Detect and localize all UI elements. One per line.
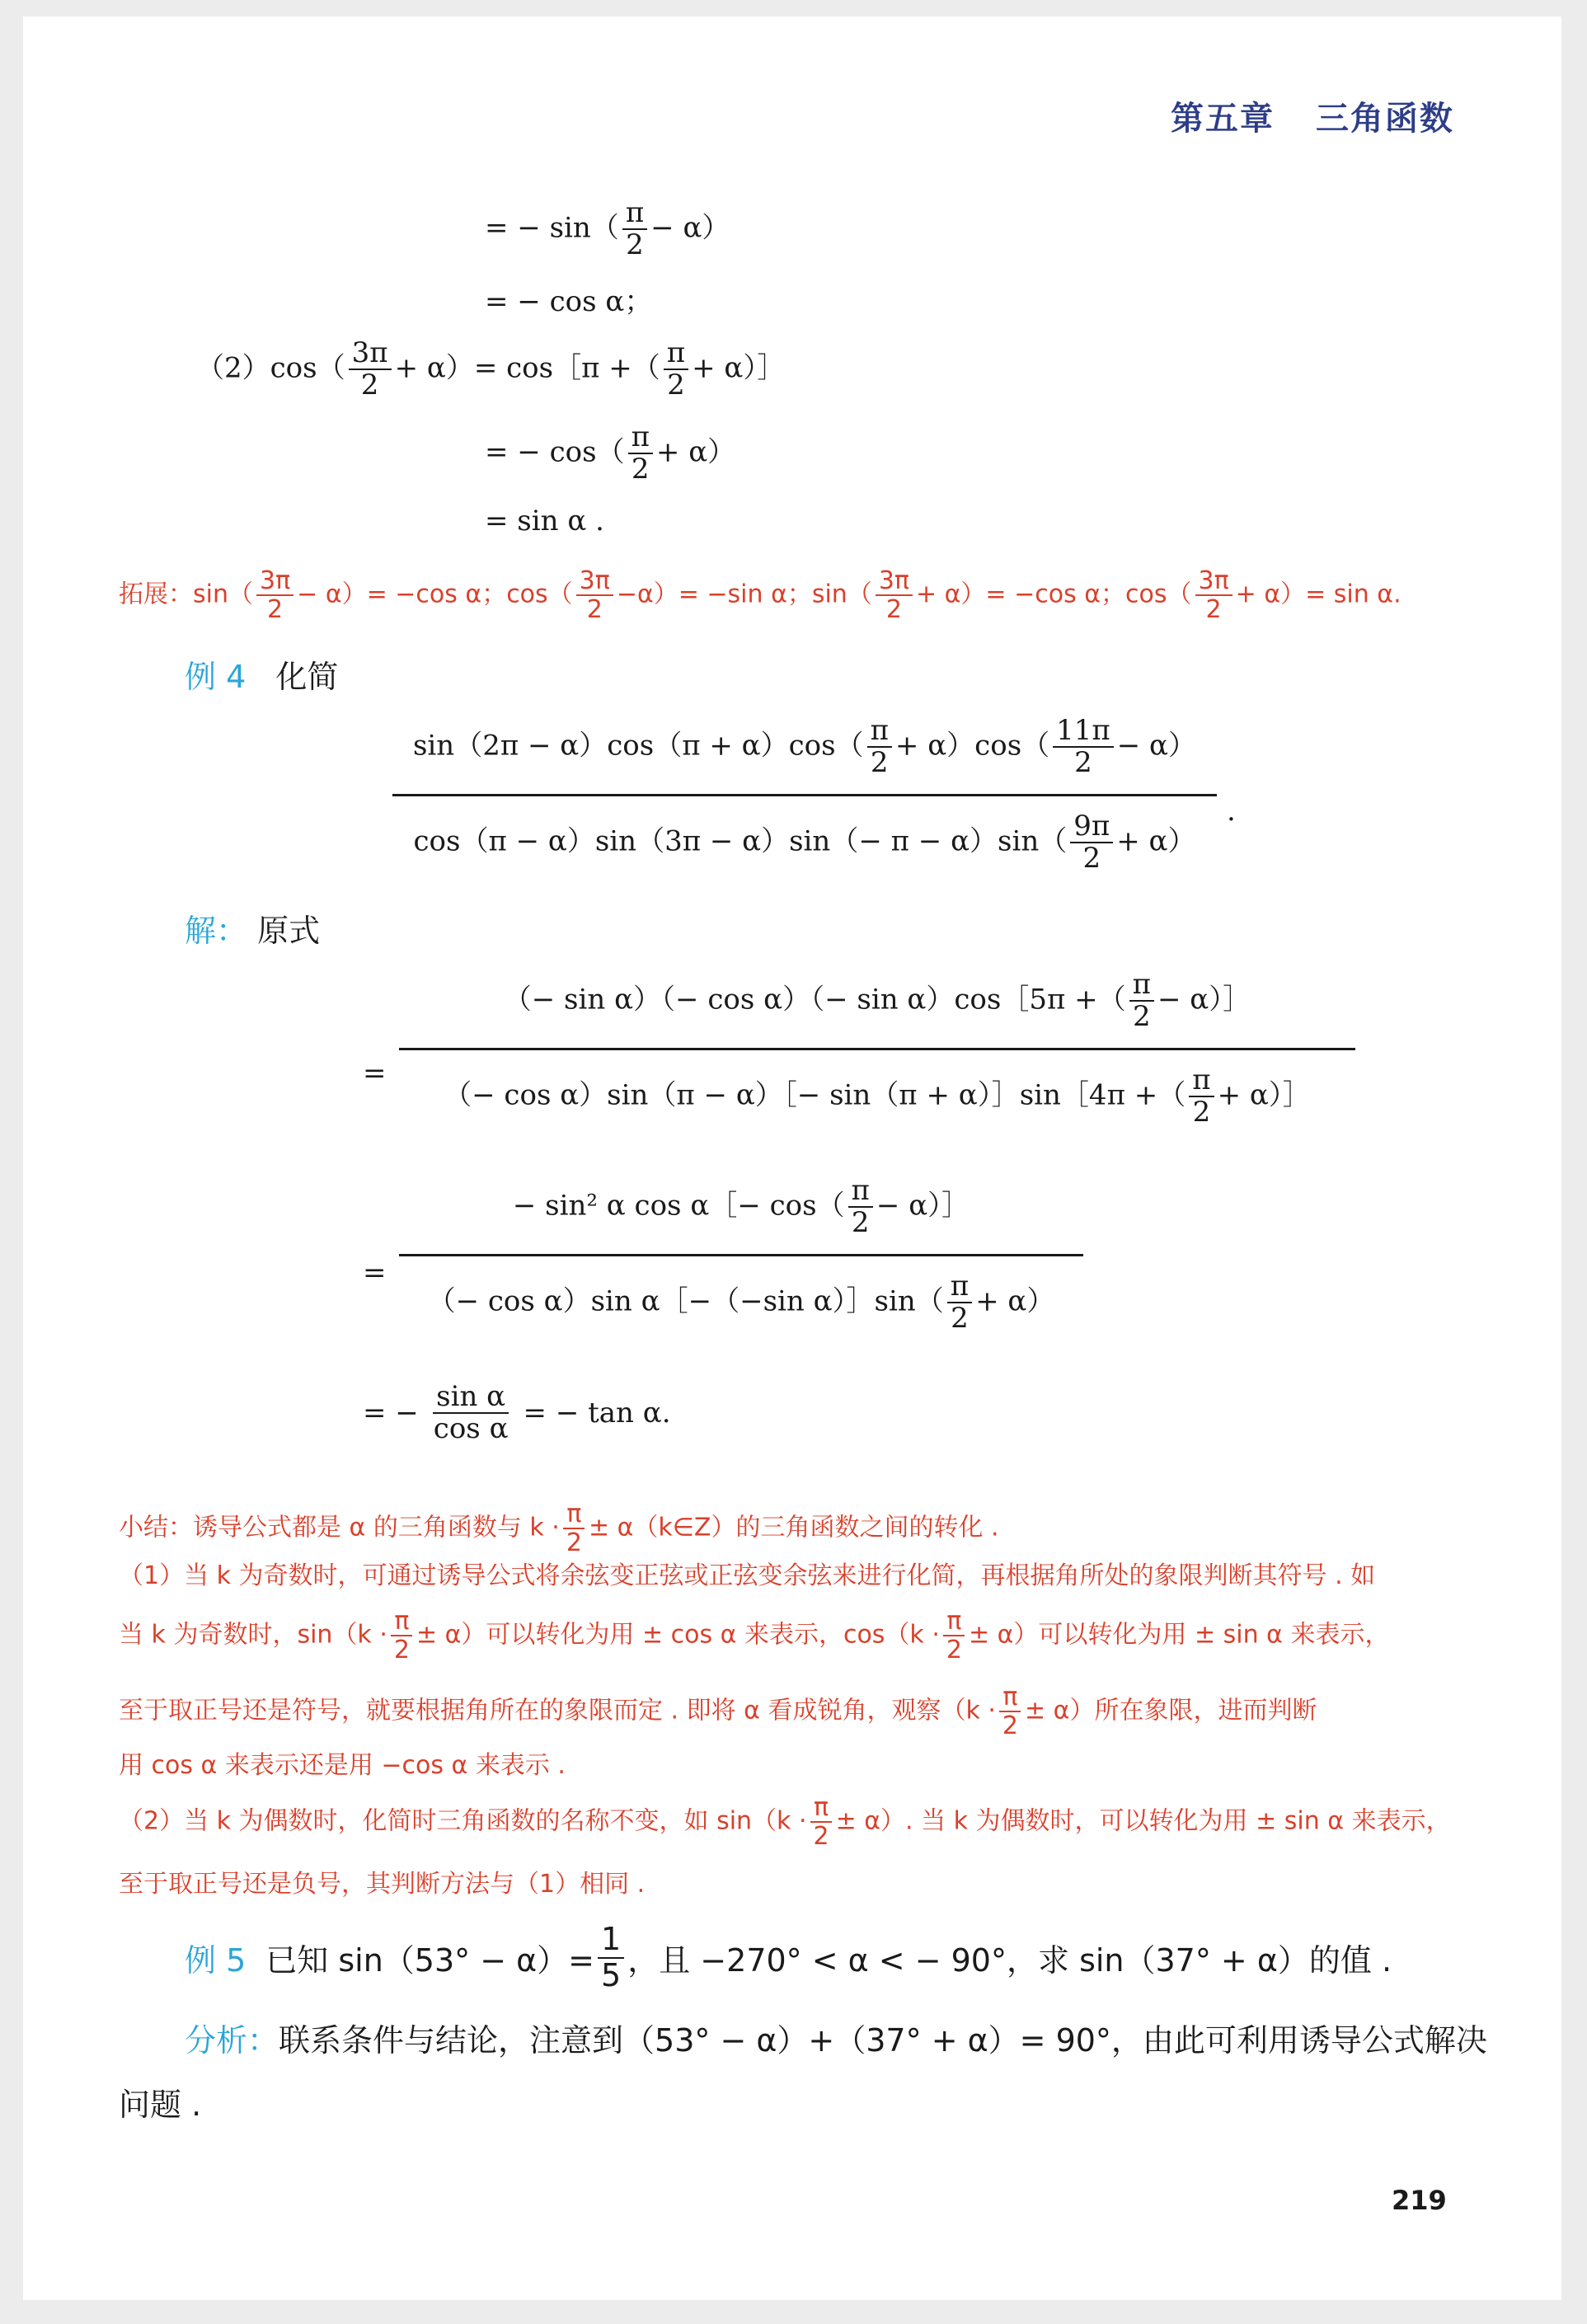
derivation-line-3: （2）cos（ $\frac{3\pi}{2}$ + α）= cos［π +（ $\frac{\pi}{2}$ + α）］ — [196, 336, 786, 402]
equals-sign: = — [363, 1057, 387, 1090]
example-4-denominator: cos（π − α）sin（3π − α）sin（− π − α）sin（ $\frac{9\pi}{2}$ + α） — [413, 809, 1196, 876]
example-5-label: 例 5 — [185, 1942, 247, 1979]
page-number: 219 — [1392, 2185, 1447, 2216]
chapter-header — [1171, 92, 1454, 139]
solution-heading — [185, 905, 320, 951]
solution-step-1 — [399, 970, 1355, 1129]
solution-step-2 — [399, 1176, 1083, 1335]
fraction-3pi-over-2: $\frac{3\pi}{2}$ — [576, 567, 613, 623]
fraction-pi-over-2: $\frac{\pi}{2}$ — [628, 422, 653, 486]
fraction-pi-over-2: $\frac{\pi}{2}$ — [947, 1271, 972, 1335]
fraction-sin-over-cos: $\frac{\text{sin α}}{\text{cos α}}$ — [433, 1380, 509, 1446]
equals-sign: = — [363, 1256, 387, 1289]
step-1-numerator: （− sin α）（− cos α）（− sin α）cos［5π +（ $\frac{\pi}{2}$ − α）］ — [503, 968, 1251, 1034]
step-2-fraction — [399, 1176, 1083, 1335]
fraction-pi-over-2: $\frac{\pi}{2}$ — [1129, 970, 1154, 1033]
fraction-3pi-over-2: $\frac{3\pi}{2}$ — [256, 567, 293, 623]
fraction-pi-over-2: $\frac{\pi}{2}$ — [867, 716, 892, 779]
fraction-pi-over-2: $\frac{\pi}{2}$ — [391, 1608, 413, 1664]
fraction-pi-over-2: $\frac{\pi}{2}$ — [810, 1794, 833, 1850]
solution-label: 解： — [185, 913, 248, 949]
example-4-heading — [185, 651, 338, 697]
fraction-pi-over-2: $\frac{\pi}{2}$ — [664, 338, 688, 401]
analysis-line-2: 问题 . — [119, 2087, 202, 2123]
analysis-label: 分析： — [185, 2022, 279, 2059]
fraction-3pi-over-2: $\frac{3\pi}{2}$ — [1195, 567, 1233, 623]
summary-line-6: （2）当 k 为偶数时，化简时三角函数的名称不变，如 sin（k · $\frac{\pi}{2}$ ± α）. 当 k 为偶数时，可以转化为用 ± sin α 来表示， — [119, 1793, 1451, 1851]
chapter-number: 第五章 — [1171, 100, 1275, 138]
step-1-fraction — [399, 970, 1355, 1129]
example-5: 例 5 已知 sin（53° − α）= $\frac{1}{5}$ ，且 −270° < α < − 90°，求 sin（37° + α）的值 . — [185, 1921, 1392, 1993]
fraction-pi-over-2: $\frac{\pi}{2}$ — [999, 1683, 1021, 1739]
example-4-fraction — [392, 716, 1217, 875]
analysis-line-1: 分析：联系条件与结论，注意到（53° − α）+（37° + α）= 90°，由此可利用诱导公式解决 — [185, 2022, 1487, 2059]
summary-line-2: （1）当 k 为奇数时，可通过诱导公式将余弦变正弦或正弦变余弦来进行化简，再根据角所处的象限判断其符号 . 如 — [119, 1561, 1376, 1590]
fraction-pi-over-2: $\frac{\pi}{2}$ — [563, 1500, 585, 1556]
fraction-pi-over-2: $\frac{\pi}{2}$ — [622, 198, 647, 261]
example-4-period: . — [1227, 795, 1236, 828]
fraction-pi-over-2: $\frac{\pi}{2}$ — [848, 1176, 873, 1239]
summary-line-1: 小结：诱导公式都是 α 的三角函数与 k · $\frac{\pi}{2}$ ± α（k∈Z）的三角函数之间的转化 . — [119, 1500, 999, 1557]
derivation-line-5: = sin α . — [485, 505, 604, 538]
example-4-expression — [392, 716, 1217, 875]
solution-text: 原式 — [257, 913, 321, 949]
summary-line-7: 至于取正号还是负号，其判断方法与（1）相同 . — [119, 1870, 646, 1899]
fraction-pi-over-2: $\frac{\pi}{2}$ — [943, 1608, 965, 1664]
fraction-9pi-over-2: $\frac{9\pi}{2}$ — [1070, 811, 1113, 875]
solution-step-3: = − $\frac{\text{sin α}}{\text{cos α}}$ = − tan α. — [363, 1380, 671, 1446]
example-4-label: 例 4 — [185, 659, 247, 695]
fraction-1-over-5: $\frac{1}{5}$ — [598, 1923, 624, 1993]
example-4-numerator: sin（2π − α）cos（π + α）cos（ $\frac{\pi}{2}$ + α）cos（ $\frac{11\pi}{2}$ − α） — [412, 714, 1197, 780]
fraction-pi-over-2: $\frac{\pi}{2}$ — [1189, 1065, 1214, 1129]
derivation-line-1: = − sin（ $\frac{\pi}{2}$ − α） — [485, 196, 730, 262]
step-2-denominator: （− cos α）sin α［−（−sin α）］sin（ $\frac{\pi}{2}$ + α） — [427, 1269, 1055, 1336]
chapter-title: 三角函数 — [1315, 100, 1454, 138]
example-4-text: 化简 — [275, 659, 339, 695]
fraction-3pi-over-2: $\frac{3\pi}{2}$ — [349, 338, 392, 401]
fraction-11pi-over-2: $\frac{11\pi}{2}$ — [1053, 716, 1114, 779]
derivation-line-2: = − cos α； — [485, 285, 653, 318]
extension-note: 拓展：sin（ $\frac{3\pi}{2}$ − α）= −cos α；cos（ $\frac{3\pi}{2}$ −α）= −sin α；sin（ $\frac{3\pi}{2}$ + α）= −cos α；cos（ $\frac{3\pi}{2}$ + α）= sin α. — [119, 566, 1402, 624]
summary-line-5: 用 cos α 来表示还是用 −cos α 来表示 . — [119, 1751, 566, 1780]
step-2-numerator: − sin² α cos α［− cos（ $\frac{\pi}{2}$ − α）］ — [512, 1174, 970, 1240]
summary-line-3: 当 k 为奇数时，sin（k · $\frac{\pi}{2}$ ± α）可以转化为用 ± cos α 来表示，cos（k · $\frac{\pi}{2}$ ± α）可以转化为用 ± sin α 来表示， — [119, 1607, 1390, 1664]
textbook-page — [23, 16, 1561, 2300]
derivation-line-4: = − cos（ $\frac{\pi}{2}$ + α） — [485, 420, 736, 486]
step-1-denominator: （− cos α）sin（π − α）［− sin（π + α）］sin［4π +（ $\frac{\pi}{2}$ + α）］ — [444, 1063, 1311, 1129]
fraction-3pi-over-2: $\frac{3\pi}{2}$ — [876, 567, 913, 623]
summary-line-4: 至于取正号还是符号，就要根据角所在的象限而定 . 即将 α 看成锐角，观察（k · $\frac{\pi}{2}$ ± α）所在象限，进而判断 — [119, 1683, 1317, 1740]
